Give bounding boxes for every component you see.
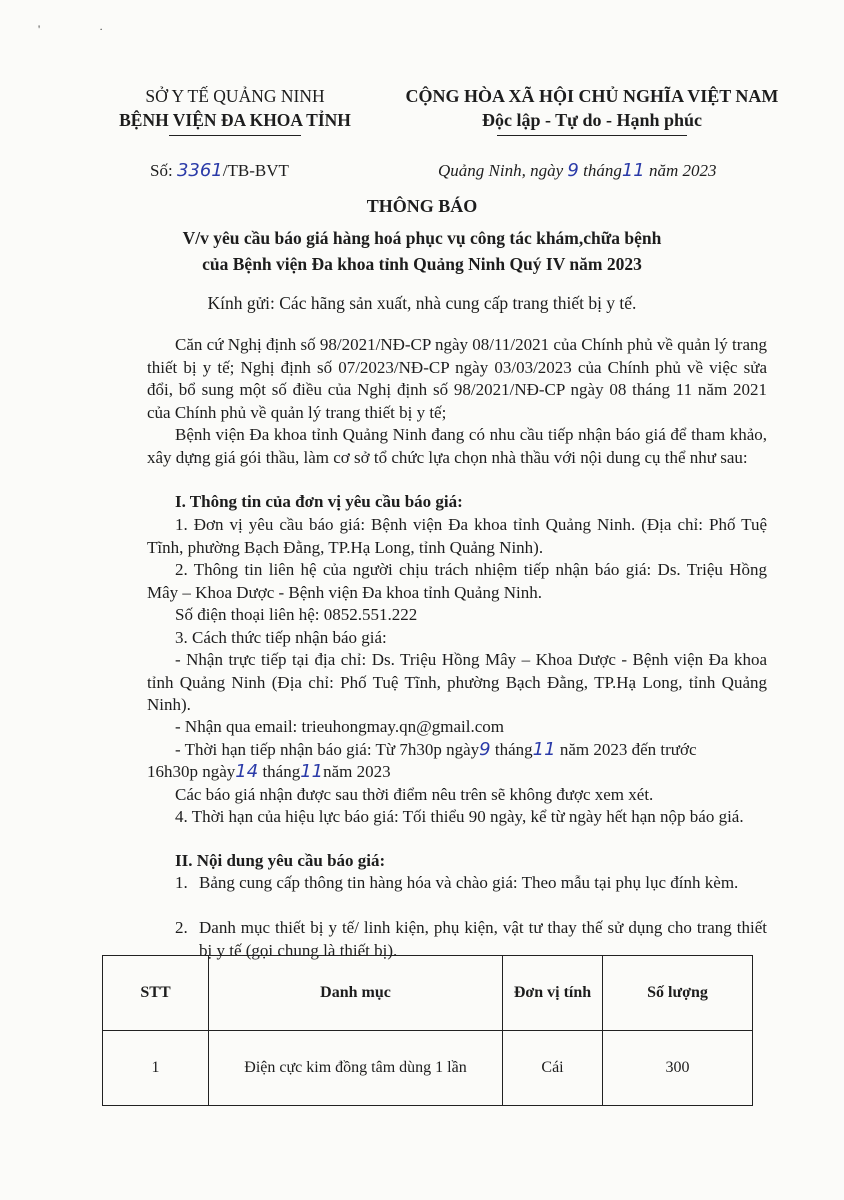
late-submission-note: Các báo giá nhận được sau thời điểm nêu trên sẽ không được xem xét. xyxy=(175,785,654,804)
handwritten-number: 3361 xyxy=(176,160,223,181)
cell-stt: 1 xyxy=(103,1031,209,1106)
contact-person-item: 2. Thông tin liên hệ của người chịu trách nhiệm tiếp nhận báo giá: Ds. Triệu Hồng Mây – Khoa Dược - Bệnh viện Đa khoa tỉnh Quảng Ninh. xyxy=(147,560,767,602)
header-unit: Đơn vị tính xyxy=(503,956,603,1031)
document-number: Số: 3361/TB-BVT xyxy=(150,160,289,181)
email-submission-line: - Nhận qua email: trieuhongmay.qn@gmail.com xyxy=(175,717,504,736)
motto-underline xyxy=(497,135,687,136)
header-item: Danh mục xyxy=(209,956,503,1031)
scan-marks: ' · xyxy=(38,22,132,36)
department-name: SỞ Y TẾ QUẢNG NINH xyxy=(145,86,325,106)
hospital-name: BỆNH VIỆN ĐA KHOA TỈNH xyxy=(119,110,351,130)
requirement-2-text: Danh mục thiết bị y tế/ linh kiện, phụ kiện, vật tư thay thế sử dụng cho trang thiết bị y tế (gọi chung là thiết bị). xyxy=(199,918,767,960)
country-name: CỘNG HÒA XÃ HỘI CHỦ NGHĨA VIỆT NAM xyxy=(405,86,779,106)
goods-table xyxy=(102,955,753,1106)
requesting-unit-item: 1. Đơn vị yêu cầu báo giá: Bệnh viện Đa khoa tỉnh Quảng Ninh. (Địa chỉ: Phố Tuệ Tĩnh, phường Bạch Đằng, TP.Hạ Long, tỉnh Quảng Ninh). xyxy=(147,515,767,557)
motto: Độc lập - Tự do - Hạnh phúc xyxy=(481,110,703,130)
handwritten-start-day: 9 xyxy=(479,739,491,760)
requirement-2-number: 2. xyxy=(175,918,188,937)
recipient-line: Kính gửi: Các hãng sản xuất, nhà cung cấp trang thiết bị y tế. xyxy=(207,293,637,313)
national-header xyxy=(392,84,792,136)
requirement-1-number: 1. xyxy=(175,873,188,892)
document-date: Quảng Ninh, ngày 9 tháng11 năm 2023 xyxy=(438,160,717,181)
validity-item: 4. Thời hạn của hiệu lực báo giá: Tối thiểu 90 ngày, kể từ ngày hết hạn nộp báo giá. xyxy=(175,807,744,826)
issuer-underline xyxy=(169,135,301,136)
header-stt: STT xyxy=(103,956,209,1031)
handwritten-end-month: 11 xyxy=(300,761,324,782)
purpose-paragraph: Bệnh viện Đa khoa tỉnh Quảng Ninh đang có nhu cầu tiếp nhận báo giá để tham khảo, xây dựng giá gói thầu, làm cơ sở tổ chức lựa chọn nhà thầu với nội dung cụ thể như sau: xyxy=(147,425,767,467)
handwritten-start-month: 11 xyxy=(532,739,556,760)
deadline-line-1: - Thời hạn tiếp nhận báo giá: Từ 7h30p ngày9 tháng11 năm 2023 đến trước xyxy=(175,739,697,760)
issuer-block xyxy=(90,84,380,136)
document-subject: V/v yêu cầu báo giá hàng hoá phục vụ công tác khám,chữa bệnh của Bệnh viện Đa khoa tỉnh Quảng Ninh Quý IV năm 2023 xyxy=(182,228,662,274)
handwritten-end-day: 14 xyxy=(235,761,259,782)
section-2-heading: II. Nội dung yêu cầu báo giá: xyxy=(175,851,386,870)
table-row xyxy=(103,1031,753,1106)
cell-unit: Cái xyxy=(503,1031,603,1106)
cell-quantity: 300 xyxy=(603,1031,753,1106)
receiving-method-heading: 3. Cách thức tiếp nhận báo giá: xyxy=(175,628,387,647)
legal-basis-paragraph: Căn cứ Nghị định số 98/2021/NĐ-CP ngày 08/11/2021 của Chính phủ về quản lý trang thiết bị y tế; Nghị định số 07/2023/NĐ-CP ngày 03/03/2023 của Chính phủ về việc sửa đổi, bổ sung một số điều của Nghị định số 98/2021/NĐ-CP ngày 08 tháng 11 năm 2021 của Chính phủ về quản lý trang thiết bị y tế; xyxy=(147,335,767,422)
requirement-1-text: Bảng cung cấp thông tin hàng hóa và chào giá: Theo mẫu tại phụ lục đính kèm. xyxy=(199,873,739,892)
table-header-row xyxy=(103,956,753,1031)
handwritten-month: 11 xyxy=(621,160,645,181)
deadline-line-2: 16h30p ngày14 tháng11năm 2023 xyxy=(147,761,391,782)
handwritten-day: 9 xyxy=(567,160,579,181)
direct-submission-item: - Nhận trực tiếp tại địa chỉ: Ds. Triệu Hồng Mây – Khoa Dược - Bệnh viện Đa khoa tỉnh Quảng Ninh (Địa chỉ: Phố Tuệ Tĩnh, phường Bạch Đằng, TP.Hạ Long, tỉnh Quảng Ninh). xyxy=(147,650,767,714)
document-title: THÔNG BÁO xyxy=(366,196,478,216)
cell-item: Điện cực kim đồng tâm dùng 1 lần xyxy=(209,1031,503,1106)
section-1-heading: I. Thông tin của đơn vị yêu cầu báo giá: xyxy=(175,492,463,511)
phone-line: Số điện thoại liên hệ: 0852.551.222 xyxy=(175,605,418,624)
header-quantity: Số lượng xyxy=(603,956,753,1031)
